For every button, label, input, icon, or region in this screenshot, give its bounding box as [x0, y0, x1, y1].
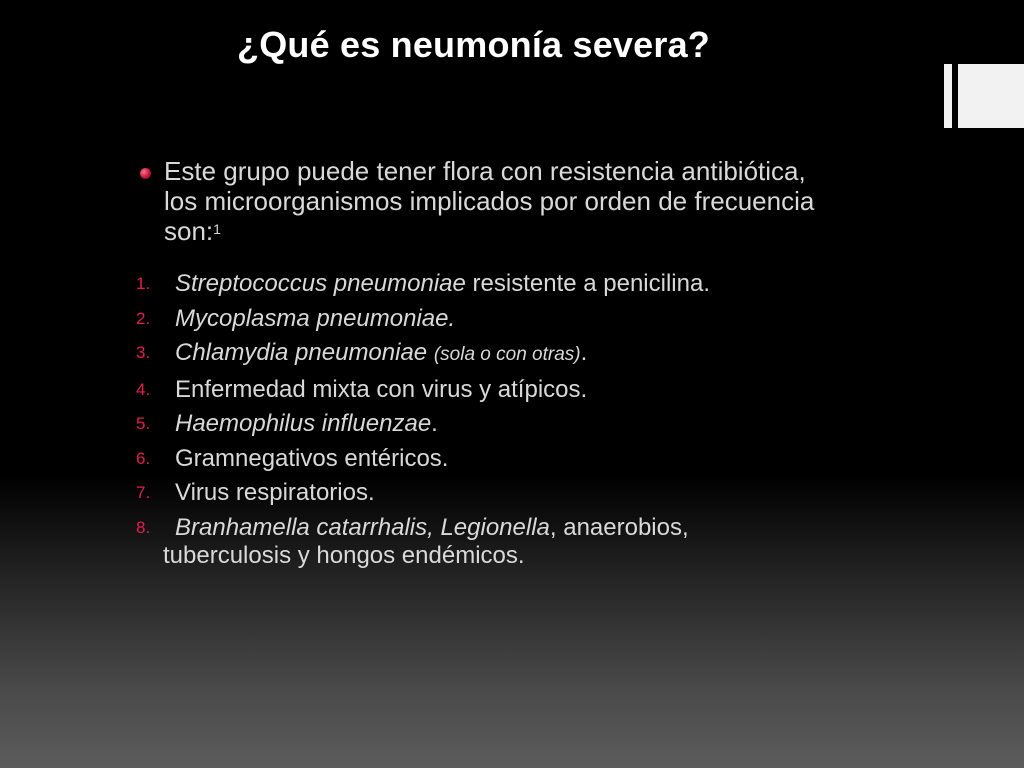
list-item: [136, 479, 836, 507]
item-text-continued: tuberculosis y hongos endémicos.: [163, 541, 525, 569]
decorative-bar-thin: [944, 64, 952, 128]
list-item: [136, 445, 836, 473]
slide-title: ¿Qué es neumonía severa?: [237, 24, 710, 65]
decorative-bar-wide: [958, 64, 1024, 128]
list-number: 4.: [136, 379, 151, 399]
footnote-reference: 1: [213, 221, 221, 237]
item-text: Virus respiratorios.: [175, 479, 375, 506]
list-number: 8.: [136, 517, 151, 537]
item-italic: Streptococcus pneumoniae: [175, 270, 466, 297]
item-italic: Chlamydia pneumoniae: [175, 339, 434, 366]
list-number: 5.: [136, 414, 151, 433]
item-italic: Mycoplasma pneumoniae.: [175, 304, 456, 332]
list-item: [136, 410, 836, 438]
list-item: [136, 339, 836, 369]
list-item: [136, 305, 836, 333]
bullet-text: [140, 156, 840, 246]
list-item: [136, 376, 836, 404]
list-item: [136, 270, 836, 298]
item-text: , anaerobios,: [549, 513, 689, 541]
item-italic: Haemophilus influenzae: [175, 410, 432, 437]
list-number: 3.: [136, 343, 151, 362]
item-text: Gramnegativos entéricos.: [175, 444, 449, 472]
item-italic: Branhamella catarrhalis, Legionella: [175, 513, 550, 541]
item-text: .: [580, 339, 588, 366]
bullet-point: [140, 156, 840, 246]
list-number: 7.: [136, 483, 151, 502]
list-number: 1.: [136, 274, 151, 293]
bullet-dot-icon: [140, 168, 151, 179]
microorganism-list: [136, 270, 836, 576]
list-number: 6.: [136, 448, 151, 468]
list-number: 2.: [136, 308, 151, 328]
bullet-text-body: Este grupo puede tener flora con resistencia antibiótica, los microorganismos implicados por orden de frecuencia son:: [164, 156, 815, 246]
item-text: Enfermedad mixta con virus y atípicos.: [175, 375, 588, 403]
item-text: resistente a penicilina.: [465, 270, 710, 297]
list-item: [136, 514, 836, 570]
item-text: .: [431, 410, 438, 437]
item-small: (sola o con otras): [433, 344, 581, 365]
